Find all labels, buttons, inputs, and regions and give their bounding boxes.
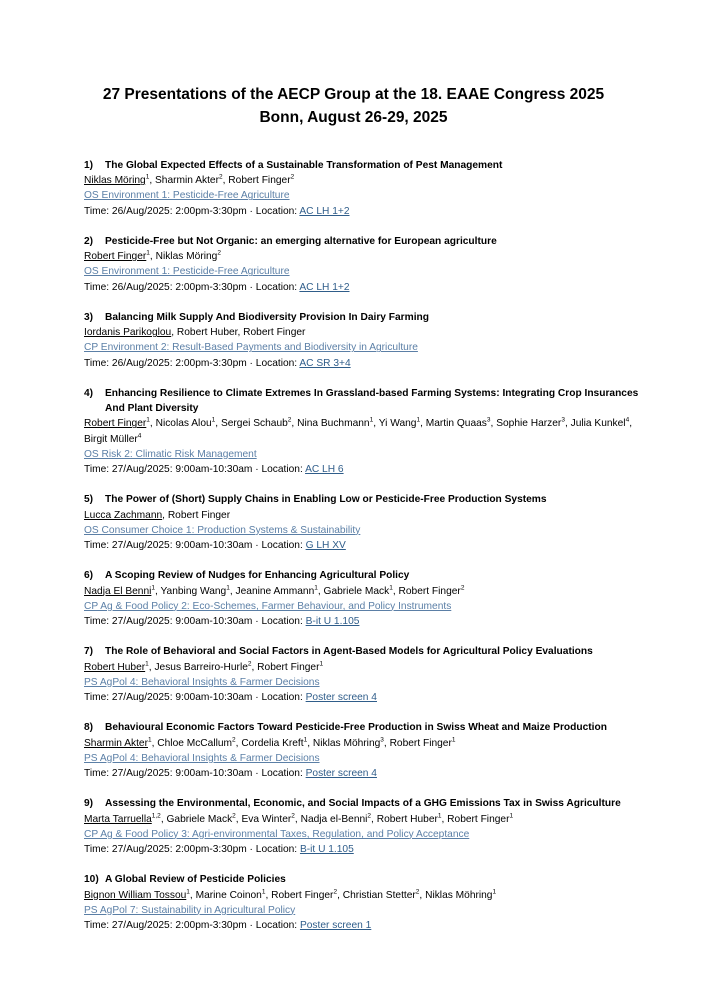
session-link[interactable]: CP Environment 2: Result-Based Payments and Biodiversity in Agriculture bbox=[84, 342, 418, 354]
presenting-author: Sharmin Akter bbox=[84, 737, 148, 749]
author-affiliation: 1 bbox=[303, 736, 308, 744]
author-name: Robert Finger bbox=[398, 585, 461, 597]
author-affiliation: 1 bbox=[146, 417, 150, 425]
time-label: Time: bbox=[84, 464, 112, 476]
location-label: · Location: bbox=[246, 844, 300, 856]
presentation-entry bbox=[84, 872, 644, 933]
presentation-number: 9) bbox=[84, 798, 94, 810]
location-link[interactable]: Poster screen 1 bbox=[299, 920, 372, 932]
author-list: Nadja El Benni$^1$, Yanbing Wang$^1$, Jeanine Ammann$^1$, Gabriele Mack$^1$, Robert Finger$^2$ bbox=[84, 584, 465, 597]
time-location-row bbox=[84, 918, 644, 933]
time-label: Time: bbox=[84, 205, 112, 217]
author-affiliation: 1 bbox=[416, 417, 421, 425]
presentation-number: 7) bbox=[84, 646, 94, 658]
author-affiliation: 1 bbox=[261, 888, 266, 896]
presentation-number: 4) bbox=[84, 388, 94, 399]
time-location-row bbox=[84, 766, 644, 781]
author-name: Birgit Müller bbox=[84, 433, 138, 445]
presentation-title-row bbox=[84, 310, 644, 325]
presentation-title-row bbox=[84, 386, 644, 416]
session-row bbox=[84, 188, 644, 203]
presentation-title-row bbox=[84, 872, 644, 887]
time-value: 27/Aug/2025: 9:00am-10:30am bbox=[111, 464, 253, 476]
location-label: · Location: bbox=[252, 692, 306, 704]
time-value: 27/Aug/2025: 9:00am-10:30am bbox=[111, 692, 253, 704]
author-list: Lucca Zachmann, Robert Finger bbox=[84, 509, 231, 521]
presentation-entry bbox=[84, 158, 644, 219]
author-name: Cordelia Kreft bbox=[241, 737, 304, 749]
presentation-entry bbox=[84, 644, 644, 705]
author-list: Iordanis Parikoglou, Robert Huber, Robert Finger bbox=[84, 327, 306, 339]
author-affiliation: 1 bbox=[211, 417, 216, 425]
presentation-title-row bbox=[84, 568, 644, 583]
presenting-author: Niklas Möring bbox=[84, 175, 146, 187]
author-affiliation: 2 bbox=[232, 812, 236, 820]
author-affiliation: 2 bbox=[291, 812, 295, 820]
presentation-title: A Global Review of Pesticide Policies bbox=[105, 874, 286, 886]
presentation-entry bbox=[84, 568, 644, 629]
location-link[interactable]: B-it U 1.105 bbox=[305, 616, 360, 628]
author-name: Robert Huber bbox=[176, 327, 238, 339]
author-affiliation: 1 bbox=[145, 660, 149, 668]
presentation-number: 8) bbox=[84, 722, 94, 734]
author-affiliation: 1 bbox=[151, 584, 156, 592]
author-affiliation: 1 bbox=[509, 812, 514, 820]
location-link[interactable]: Poster screen 4 bbox=[305, 692, 377, 704]
author-affiliation: 2 bbox=[415, 888, 420, 896]
author-list: Robert Finger$^1$, Niklas Möring$^2$ bbox=[84, 249, 221, 263]
time-value: 27/Aug/2025: 9:00am-10:30am bbox=[111, 768, 253, 780]
location-label: · Location: bbox=[252, 768, 306, 780]
location-label: · Location: bbox=[252, 616, 306, 628]
time-location-row bbox=[84, 356, 644, 371]
author-affiliation: 1 bbox=[145, 173, 150, 181]
time-location-row bbox=[84, 690, 644, 705]
presentation-entry bbox=[84, 234, 644, 295]
presentation-number: 1) bbox=[84, 160, 94, 171]
time-value: 26/Aug/2025: 2:00pm-3:30pm bbox=[111, 205, 247, 217]
presentation-title: The Role of Behavioral and Social Factors in Agent-Based Models for Agricultural Policy Evaluations bbox=[105, 646, 593, 658]
author-name: Nadja el-Benni bbox=[300, 813, 368, 825]
author-name: Robert Finger bbox=[243, 327, 306, 339]
author-name: Niklas Möring bbox=[155, 251, 218, 263]
author-affiliation: 2 bbox=[217, 249, 221, 257]
session-row bbox=[84, 675, 644, 690]
presentation-number: 3) bbox=[84, 312, 94, 323]
author-list: Sharmin Akter$^1$, Chloe McCallum$^2$, Cordelia Kreft$^1$, Niklas Möhring$^3$, Robert Finger$^1$ bbox=[84, 736, 456, 749]
presentation-list bbox=[84, 158, 644, 948]
presentation-title: Pesticide-Free but Not Organic: an emerging alternative for European agriculture bbox=[105, 236, 497, 247]
author-name: Yi Wang bbox=[378, 418, 417, 430]
author-name: Marine Coinon bbox=[195, 889, 262, 901]
author-affiliation: 4 bbox=[625, 417, 630, 425]
session-row bbox=[84, 447, 644, 462]
author-affiliation: 1 bbox=[492, 888, 497, 896]
presentation-entry bbox=[84, 796, 644, 857]
location-label: · Location: bbox=[252, 464, 306, 476]
author-list: Robert Huber$^1$, Jesus Barreiro-Hurle$^2$, Robert Finger$^1$ bbox=[84, 660, 324, 673]
author-name: Robert Finger bbox=[228, 175, 291, 187]
time-location-row bbox=[84, 204, 644, 219]
time-label: Time: bbox=[84, 281, 112, 293]
author-name: Sergei Schaub bbox=[220, 418, 288, 430]
author-affiliation: 2 bbox=[367, 812, 372, 820]
presentation-title: The Global Expected Effects of a Sustainable Transformation of Pest Management bbox=[105, 160, 503, 171]
presentation-title: Balancing Milk Supply And Biodiversity Provision In Dairy Farming bbox=[105, 312, 429, 323]
presenting-author: Lucca Zachmann bbox=[84, 509, 163, 521]
location-label: · Location: bbox=[246, 357, 300, 369]
session-link[interactable]: OS Environment 1: Pesticide-Free Agriculture bbox=[84, 266, 290, 278]
session-row bbox=[84, 599, 644, 614]
author-list: Robert Finger$^1$, Nicolas Alou$^1$, Sergei Schaub$^2$, Nina Buchmann$^1$, Yi Wang$^1$, Martin Quaas$^3$, Sophie Harzer$^3$, Julia Kunkel$^4$, Birgit Müller$^4$ bbox=[84, 417, 633, 445]
author-affiliation: 2 bbox=[247, 660, 252, 668]
session-row bbox=[84, 827, 644, 842]
location-label: · Location: bbox=[252, 540, 306, 552]
presentation-title: A Scoping Review of Nudges for Enhancing Agricultural Policy bbox=[105, 570, 410, 582]
author-affiliation: 1 bbox=[389, 584, 393, 592]
time-value: 27/Aug/2025: 2:00pm-3:30pm bbox=[111, 844, 247, 856]
location-link[interactable]: B-it U 1.105 bbox=[299, 844, 354, 856]
author-affiliation: 1 bbox=[226, 584, 230, 592]
presentation-title-row bbox=[84, 796, 644, 811]
time-label: Time: bbox=[84, 692, 112, 704]
presentation-title-row bbox=[84, 492, 644, 507]
presentation-entry bbox=[84, 720, 644, 781]
author-name: Yanbing Wang bbox=[160, 585, 227, 597]
session-link[interactable]: CP Ag & Food Policy 2: Eco-Schemes, Farmer Behaviour, and Policy Instruments bbox=[84, 600, 452, 612]
presentation-title-row bbox=[84, 644, 644, 659]
author-name: Gabriele Mack bbox=[323, 585, 390, 597]
author-affiliation: 2 bbox=[460, 584, 465, 592]
session-link[interactable]: PS AgPol 4: Behavioral Insights & Farmer Decisions bbox=[84, 752, 320, 764]
author-name: Niklas Möhring bbox=[312, 737, 381, 749]
location-label: · Location: bbox=[246, 281, 300, 293]
presentation-entry bbox=[84, 492, 644, 553]
location-label: · Location: bbox=[246, 920, 300, 932]
presentation-entry bbox=[84, 386, 644, 477]
session-row bbox=[84, 340, 644, 355]
presentation-title-row bbox=[84, 234, 644, 249]
presentation-title: Assessing the Environmental, Economic, and Social Impacts of a GHG Emissions Tax in Swiss Agriculture bbox=[105, 798, 621, 810]
location-link[interactable]: Poster screen 4 bbox=[305, 768, 377, 780]
time-location-row bbox=[84, 462, 644, 477]
author-name: Eva Winter bbox=[241, 813, 292, 825]
location-link[interactable]: G LH XV bbox=[305, 540, 346, 552]
presenting-author: Robert Huber bbox=[84, 661, 146, 673]
time-location-row bbox=[84, 538, 644, 553]
session-row bbox=[84, 264, 644, 279]
time-location-row bbox=[84, 842, 644, 857]
author-affiliation: 1 bbox=[147, 736, 152, 744]
location-link[interactable]: AC LH 6 bbox=[305, 464, 344, 476]
presentation-number: 5) bbox=[84, 494, 94, 506]
session-row bbox=[84, 751, 644, 766]
author-affiliation: 2 bbox=[290, 173, 295, 181]
time-label: Time: bbox=[84, 920, 112, 932]
author-affiliation: 3 bbox=[486, 417, 491, 425]
location-link[interactable]: AC LH 1+2 bbox=[299, 205, 350, 217]
author-name: Jeanine Ammann bbox=[235, 585, 315, 597]
author-name: Julia Kunkel bbox=[570, 418, 626, 430]
time-label: Time: bbox=[84, 844, 112, 856]
presenting-author: Bignon William Tossou bbox=[84, 889, 187, 901]
presentation-title: Behavioural Economic Factors Toward Pesticide-Free Production in Swiss Wheat and Maize Production bbox=[105, 722, 607, 734]
author-affiliation: 1 bbox=[314, 584, 318, 592]
session-row bbox=[84, 903, 644, 918]
presentation-title: The Power of (Short) Supply Chains in Enabling Low or Pesticide-Free Production Systems bbox=[105, 494, 547, 506]
author-affiliation: 1,2 bbox=[151, 812, 161, 820]
session-link[interactable]: OS Consumer Choice 1: Production Systems & Sustainability bbox=[84, 524, 361, 536]
presentation-number: 6) bbox=[84, 570, 94, 582]
location-link[interactable]: AC SR 3+4 bbox=[299, 357, 351, 369]
page-subtitle: Bonn, August 26-29, 2025 bbox=[259, 109, 448, 126]
session-link[interactable]: OS Risk 2: Climatic Risk Management bbox=[84, 448, 257, 460]
time-value: 27/Aug/2025: 9:00am-10:30am bbox=[111, 616, 253, 628]
time-label: Time: bbox=[84, 616, 112, 628]
author-name: Robert Finger bbox=[447, 813, 510, 825]
author-name: Martin Quaas bbox=[425, 418, 487, 430]
author-affiliation: 1 bbox=[186, 888, 190, 896]
time-label: Time: bbox=[84, 768, 112, 780]
presenting-author: Robert Finger bbox=[84, 418, 147, 430]
author-name: Nicolas Alou bbox=[155, 418, 212, 430]
author-list: Bignon William Tossou$^1$, Marine Coinon$^1$, Robert Finger$^2$, Christian Stetter$^2$, Niklas Möhring$^1$ bbox=[84, 888, 497, 901]
author-name: Robert Finger bbox=[257, 661, 320, 673]
location-link[interactable]: AC LH 1+2 bbox=[299, 281, 350, 293]
time-value: 26/Aug/2025: 2:00pm-3:30pm bbox=[111, 281, 247, 293]
author-affiliation: 1 bbox=[369, 417, 374, 425]
author-name: Nina Buchmann bbox=[297, 418, 370, 430]
author-name: Robert Finger bbox=[167, 509, 231, 521]
author-affiliation: 2 bbox=[232, 736, 236, 744]
author-affiliation: 2 bbox=[219, 173, 223, 181]
session-link[interactable]: CP Ag & Food Policy 3: Agri-environmental Taxes, Regulation, and Policy Acceptance bbox=[84, 828, 470, 840]
author-affiliation: 1 bbox=[437, 812, 442, 820]
session-link[interactable]: OS Environment 1: Pesticide-Free Agriculture bbox=[84, 190, 290, 202]
session-row bbox=[84, 523, 644, 538]
author-name: Gabriele Mack bbox=[166, 813, 233, 825]
author-list: Niklas Möring$^1$, Sharmin Akter$^2$, Robert Finger$^2$ bbox=[84, 173, 295, 187]
presenting-author: Nadja El Benni bbox=[84, 585, 152, 597]
author-name: Robert Finger bbox=[271, 889, 334, 901]
author-affiliation: 3 bbox=[561, 417, 565, 425]
time-value: 27/Aug/2025: 9:00am-10:30am bbox=[111, 540, 253, 552]
presentation-number: 10) bbox=[84, 874, 99, 886]
author-affiliation: 1 bbox=[146, 249, 150, 257]
time-value: 26/Aug/2025: 2:00pm-3:30pm bbox=[111, 357, 247, 369]
time-label: Time: bbox=[84, 357, 112, 369]
page-title: 27 Presentations of the AECP Group at the 18. EAAE Congress 2025 bbox=[102, 86, 605, 103]
time-value: 27/Aug/2025: 2:00pm-3:30pm bbox=[111, 920, 247, 932]
author-list: Marta Tarruella$^{1,2}$, Gabriele Mack$^2$, Eva Winter$^2$, Nadja el-Benni$^2$, Robert Huber$^1$, Robert Finger$^1$ bbox=[84, 812, 514, 825]
author-affiliation: 3 bbox=[380, 736, 384, 744]
time-location-row bbox=[84, 614, 644, 629]
presentation-number: 2) bbox=[84, 236, 94, 247]
presentation-title: Enhancing Resilience to Climate Extremes In Grassland-based Farming Systems: Integrating Crop Insurances And Plant Diversity bbox=[105, 388, 639, 415]
author-name: Sophie Harzer bbox=[496, 418, 562, 430]
author-name: Christian Stetter bbox=[342, 889, 416, 901]
session-link[interactable]: PS AgPol 4: Behavioral Insights & Farmer Decisions bbox=[84, 676, 320, 688]
presenting-author: Robert Finger bbox=[84, 251, 147, 263]
author-affiliation: 1 bbox=[451, 736, 456, 744]
author-affiliation: 2 bbox=[333, 888, 338, 896]
presentation-entry bbox=[84, 310, 644, 371]
author-name: Robert Finger bbox=[389, 737, 452, 749]
session-link[interactable]: PS AgPol 7: Sustainability in Agricultural Policy bbox=[84, 904, 296, 916]
presentation-title-row bbox=[84, 158, 644, 173]
author-affiliation: 4 bbox=[137, 432, 142, 440]
location-label: · Location: bbox=[246, 205, 300, 217]
presenting-author: Iordanis Parikoglou bbox=[84, 327, 172, 339]
author-name: Robert Huber bbox=[376, 813, 438, 825]
author-affiliation: 1 bbox=[319, 660, 324, 668]
author-name: Chloe McCallum bbox=[157, 737, 233, 749]
time-label: Time: bbox=[84, 540, 112, 552]
presentation-title-row bbox=[84, 720, 644, 735]
author-affiliation: 2 bbox=[287, 417, 292, 425]
author-name: Sharmin Akter bbox=[155, 175, 219, 187]
time-location-row bbox=[84, 280, 644, 295]
presenting-author: Marta Tarruella bbox=[84, 813, 152, 825]
author-name: Niklas Möhring bbox=[425, 889, 493, 901]
author-name: Jesus Barreiro-Hurle bbox=[154, 661, 248, 673]
